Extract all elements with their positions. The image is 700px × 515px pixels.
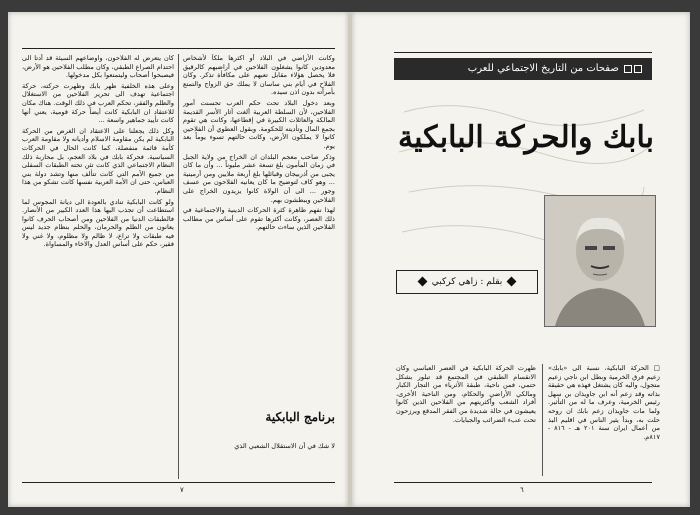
paragraph: لهذا نفهم ظاهرة كثرة الحركات الدينية والاجتماعية في ذلك العصر، وكانت أكثرها تقوم على أساس من مطالب الفلاحين الذين ساءت حالتهم. <box>183 206 335 232</box>
right-page <box>352 12 690 507</box>
author-byline <box>396 270 538 294</box>
column-divider <box>178 54 179 479</box>
series-header-bar <box>394 58 652 80</box>
series-header-text: صفحات من التاريخ الاجتماعي للعرب <box>467 63 619 74</box>
left-page-right-column-bottom <box>183 442 335 482</box>
bottom-rule <box>22 482 335 483</box>
right-page-right-column <box>548 364 660 476</box>
author-portrait-graphic <box>545 196 655 326</box>
paragraph: وكل ذلك يجعلنا على الاعتقاد ان الغرض من الحركة البابكية لم يكن مقاومة الاسلام وأديانه ولا مقاومة العرب كأمة قائمة منفصلة، كما كانت الحال في الحركات السياسية. فحركة بابك في بلاد العجم، بل محاربة ذلك النظام الاجتماعي الذي كانت تئن تحته الطبقات السفلى من جميع الأمم التي كانت تتألف منها وتشد دولة بني العباس، حتى ان الأمة العربية نفسها كانت تشكو من هذا النظام. <box>22 126 174 195</box>
article-title: بابك والحركة البابكية <box>398 120 654 155</box>
paragraph: وعلى هذه الخلفية ظهر بابك وظهرت حركته، حركة اجتماعية تهدف الى تحرير الفلاحين من الاستغلال والظلم والفقر، تحكم العرب في ذلك الوقت. هناك مكان للاعتقاد ان البابكية كانت أيضاً حركة قومية، يعني أنها كانت تأييد جماهير واسعة ... <box>22 81 174 125</box>
top-rule <box>394 52 652 53</box>
author-photo <box>544 195 656 327</box>
page-number: ٧ <box>180 486 184 494</box>
left-page-right-column <box>183 54 335 409</box>
paragraph: وذكر صاحب معجم البلدان ان الخراج من ولاية الجبل في زمان المأمون بلغ تسعة عشر مليوناً ... وأن ما كان يجبى من أذربيجان وقبائلها بلغ أربعة ملايين ومن أرمينية ... وهو كاف لتوضيح ما كان يعانيه الفلاحون من عسف وجور ... الى أن الولاة كانوا يزيدون الخراج على الفلاحين ويبطشون بهم. <box>183 152 335 204</box>
left-page <box>8 12 348 507</box>
diamond-icon <box>507 277 517 287</box>
paragraph: ولو كانت البابكية تنادي بالعودة الى ديانة المجوس لما استطاعت أن تجذب اليها هذا العدد الكبير من الأنصار. فالطبقات الدنيا من الفلاحين ومن أصحاب الحرف كانوا يعانون من الظلم والحرمان، والحلم بنظام جديد ليس فيه طبقات ولا تراع، لا ظالم ولا مظلوم، ولا غني ولا فقير، حكم على أساس العدل والاخاء والمساواة. <box>22 197 174 249</box>
byline-prefix: بقلم : <box>480 277 503 287</box>
diamond-icon <box>417 277 427 287</box>
paragraph: □ الحركة البابكية، نسبة الى «بابك» زعيم فرق الخرمية وبطل ابن ناجي زعيم متجول، واليه كان يشتغل فهذه هي حقيقة بذاته وقد زعم أنه ابن جاويذان بن سهل رئيس الخرمية، وعرف ما له من التأثير. ولما مات جاويذان زعم بابك ان روحه حلت به، وبدأ يثير الناس في اقليم البذ من أعمال ايران سنة ٢٠١ هـ - ٨١٦ - ٨١٧م. <box>548 364 660 441</box>
square-bullet-icon <box>624 65 632 73</box>
page-number: ٦ <box>520 486 524 494</box>
paragraph: لا شك في أن الاستقلال الشعبي الذي <box>234 442 335 450</box>
section-title: برنامج البابكية <box>265 410 335 424</box>
top-rule <box>22 48 335 49</box>
bottom-rule <box>394 482 652 483</box>
paragraph: وبعد دخول البلاد تحت حكم العرب تحسنت أمور الفلاحين، لأن السلطة العربية ألغت آثار الأسر القديمة المالكة والعائلات الكبيرة في إقطاعها، وكانت هي تقوم بجمع المال وتأديته للحكومة. وبقول العطوي أن الفلاحين كانوا لا يملكون الأرض، وكانت حالتهم تسوء يوماً بعد يوم. <box>183 98 335 150</box>
paragraph: وكانت الأراضي في البلاد أو اكثرها ملكاً لأشخاص معدودين كانوا يشغلون الفلاحين في أراضيهم كالرقيق فلا يحصل هؤلاء مقابل تعبهم على مكافأة تذكر. وكان الفلاح في أيام بني ساسان لا يملك حق الزواج والتمتع بأمرأته بدون اذن سيده. <box>183 54 335 97</box>
square-bullet-icon <box>634 65 642 73</box>
byline-author: زاهي كركبي <box>431 277 478 287</box>
right-page-left-column <box>396 364 536 476</box>
paragraph: كان يتعرض له الفلاحون، واوضاعهم السيئة قد أدتا الى احتدام الصراع الطبقي، وكان مطلب الفلاحين هو الأرض، فيصبحوا أصحاب وليتمتعوا بكل مدخولها. <box>22 54 174 80</box>
paragraph: ظهرت الحركة البابكية في العصر العباسي وكان الانقسام الطبقي في المجتمع قد تبلور بشكل حتمي، فمن ناحية، طبقة الأثرياء من التجار الكبار ومالكي الأراضي والحكام، ومن الناحية الأخرى، أفراد الشعب وأكثريتهم من الفلاحين الذين كانوا يعيشون في حالة شديدة من الفقر المدقع ويرزحون تحت عبء الضرائب والجبايات. <box>396 364 536 424</box>
column-divider <box>542 364 543 476</box>
left-page-left-column <box>22 54 174 424</box>
